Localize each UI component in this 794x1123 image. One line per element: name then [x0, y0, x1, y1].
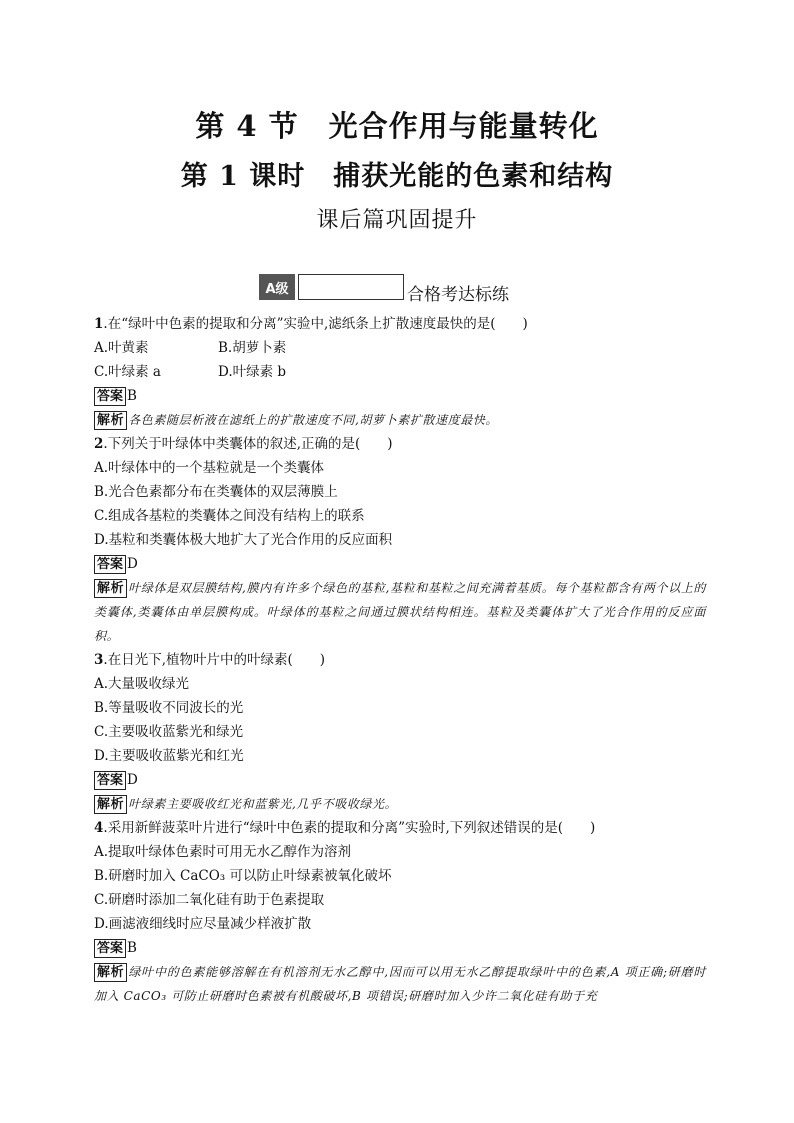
explanation: 解析 叶绿素主要吸收红光和蓝紫光,几乎不吸收绿光。 [94, 792, 706, 816]
explanation-tag: 解析 [94, 411, 127, 430]
explanation-tag: 解析 [94, 795, 127, 814]
answer-value: D [127, 556, 138, 572]
option: C.叶绿素 a [94, 364, 161, 380]
option-row [94, 360, 706, 384]
question-list [94, 312, 706, 1008]
answer-tag: 答案 [94, 555, 126, 574]
lesson-title: 第 1 课时 捕获光能的色素和结构 [180, 161, 614, 192]
option: B.光合色素都分布在类囊体的双层薄膜上 [94, 484, 338, 500]
option: C.主要吸收蓝紫光和绿光 [94, 724, 244, 740]
option: A.叶黄素 [94, 340, 149, 356]
answer-value: B [127, 940, 137, 956]
answer-tag: 答案 [94, 939, 126, 958]
explanation: 解析 绿叶中的色素能够溶解在有机溶剂无水乙醇中,因而可以用无水乙醇提取绿叶中的色素,A 项正确;研磨时加入 CaCO₃ 可防止研磨时色素被有机酸破坏,B 项错误;研磨时加入少许二氧化硅有助于充 [94, 965, 706, 1003]
question-stem: 3.在日光下,植物叶片中的叶绿素( ) [94, 652, 326, 668]
option: D.基粒和类囊体极大地扩大了光合作用的反应面积 [94, 532, 393, 548]
level-header [259, 270, 509, 305]
question-stem: 2.下列关于叶绿体中类囊体的叙述,正确的是( ) [94, 436, 393, 452]
option: A.叶绿体中的一个基粒就是一个类囊体 [94, 460, 325, 476]
option: B.胡萝卜素 [218, 340, 287, 356]
answer-line [94, 552, 706, 576]
option: C.组成各基粒的类囊体之间没有结构上的联系 [94, 508, 365, 524]
explanation: 解析 叶绿体是双层膜结构,膜内有许多个绿色的基粒,基粒和基粒之间充满着基质。每个基粒都含有两个以上的类囊体,类囊体由单层膜构成。叶绿体的基粒之间通过膜状结构相连。基粒及类囊体扩大了光合作用的反应面积。 [94, 581, 706, 643]
option: A.大量吸收绿光 [94, 676, 190, 692]
option: D.叶绿素 b [218, 364, 287, 380]
answer-value: B [127, 388, 137, 404]
answer-tag: 答案 [94, 387, 126, 406]
level-tag: A级 [259, 274, 295, 300]
explanation-tag: 解析 [94, 579, 127, 598]
answer-line [94, 936, 706, 960]
level-label: 合格考达标练 [407, 285, 509, 305]
option-row [94, 336, 706, 360]
section-title: 第 4 节 光合作用与能量转化 [195, 109, 599, 143]
explanation: 解析 各色素随层析液在滤纸上的扩散速度不同,胡萝卜素扩散速度最快。 [94, 408, 706, 432]
option: C.研磨时添加二氧化硅有助于色素提取 [94, 892, 325, 908]
option: D.画滤液细线时应尽量减少样液扩散 [94, 916, 312, 932]
option: A.提取叶绿体色素时可用无水乙醇作为溶剂 [94, 844, 352, 860]
option: B.研磨时加入 CaCO₃ 可以防止叶绿素被氧化破坏 [94, 868, 392, 884]
option: D.主要吸收蓝紫光和红光 [94, 748, 244, 764]
answer-tag: 答案 [94, 771, 126, 790]
question-stem: 4.采用新鲜菠菜叶片进行“绿叶中色素的提取和分离”实验时,下列叙述错误的是( ) [94, 820, 596, 836]
question-stem: 1.在“绿叶中色素的提取和分离”实验中,滤纸条上扩散速度最快的是( ) [94, 316, 528, 332]
answer-value: D [127, 772, 138, 788]
blank-box [298, 274, 404, 300]
option: B.等量吸收不同波长的光 [94, 700, 244, 716]
explanation-tag: 解析 [94, 963, 127, 982]
subtitle: 课后篇巩固提升 [316, 208, 478, 233]
answer-line [94, 768, 706, 792]
answer-line [94, 384, 706, 408]
